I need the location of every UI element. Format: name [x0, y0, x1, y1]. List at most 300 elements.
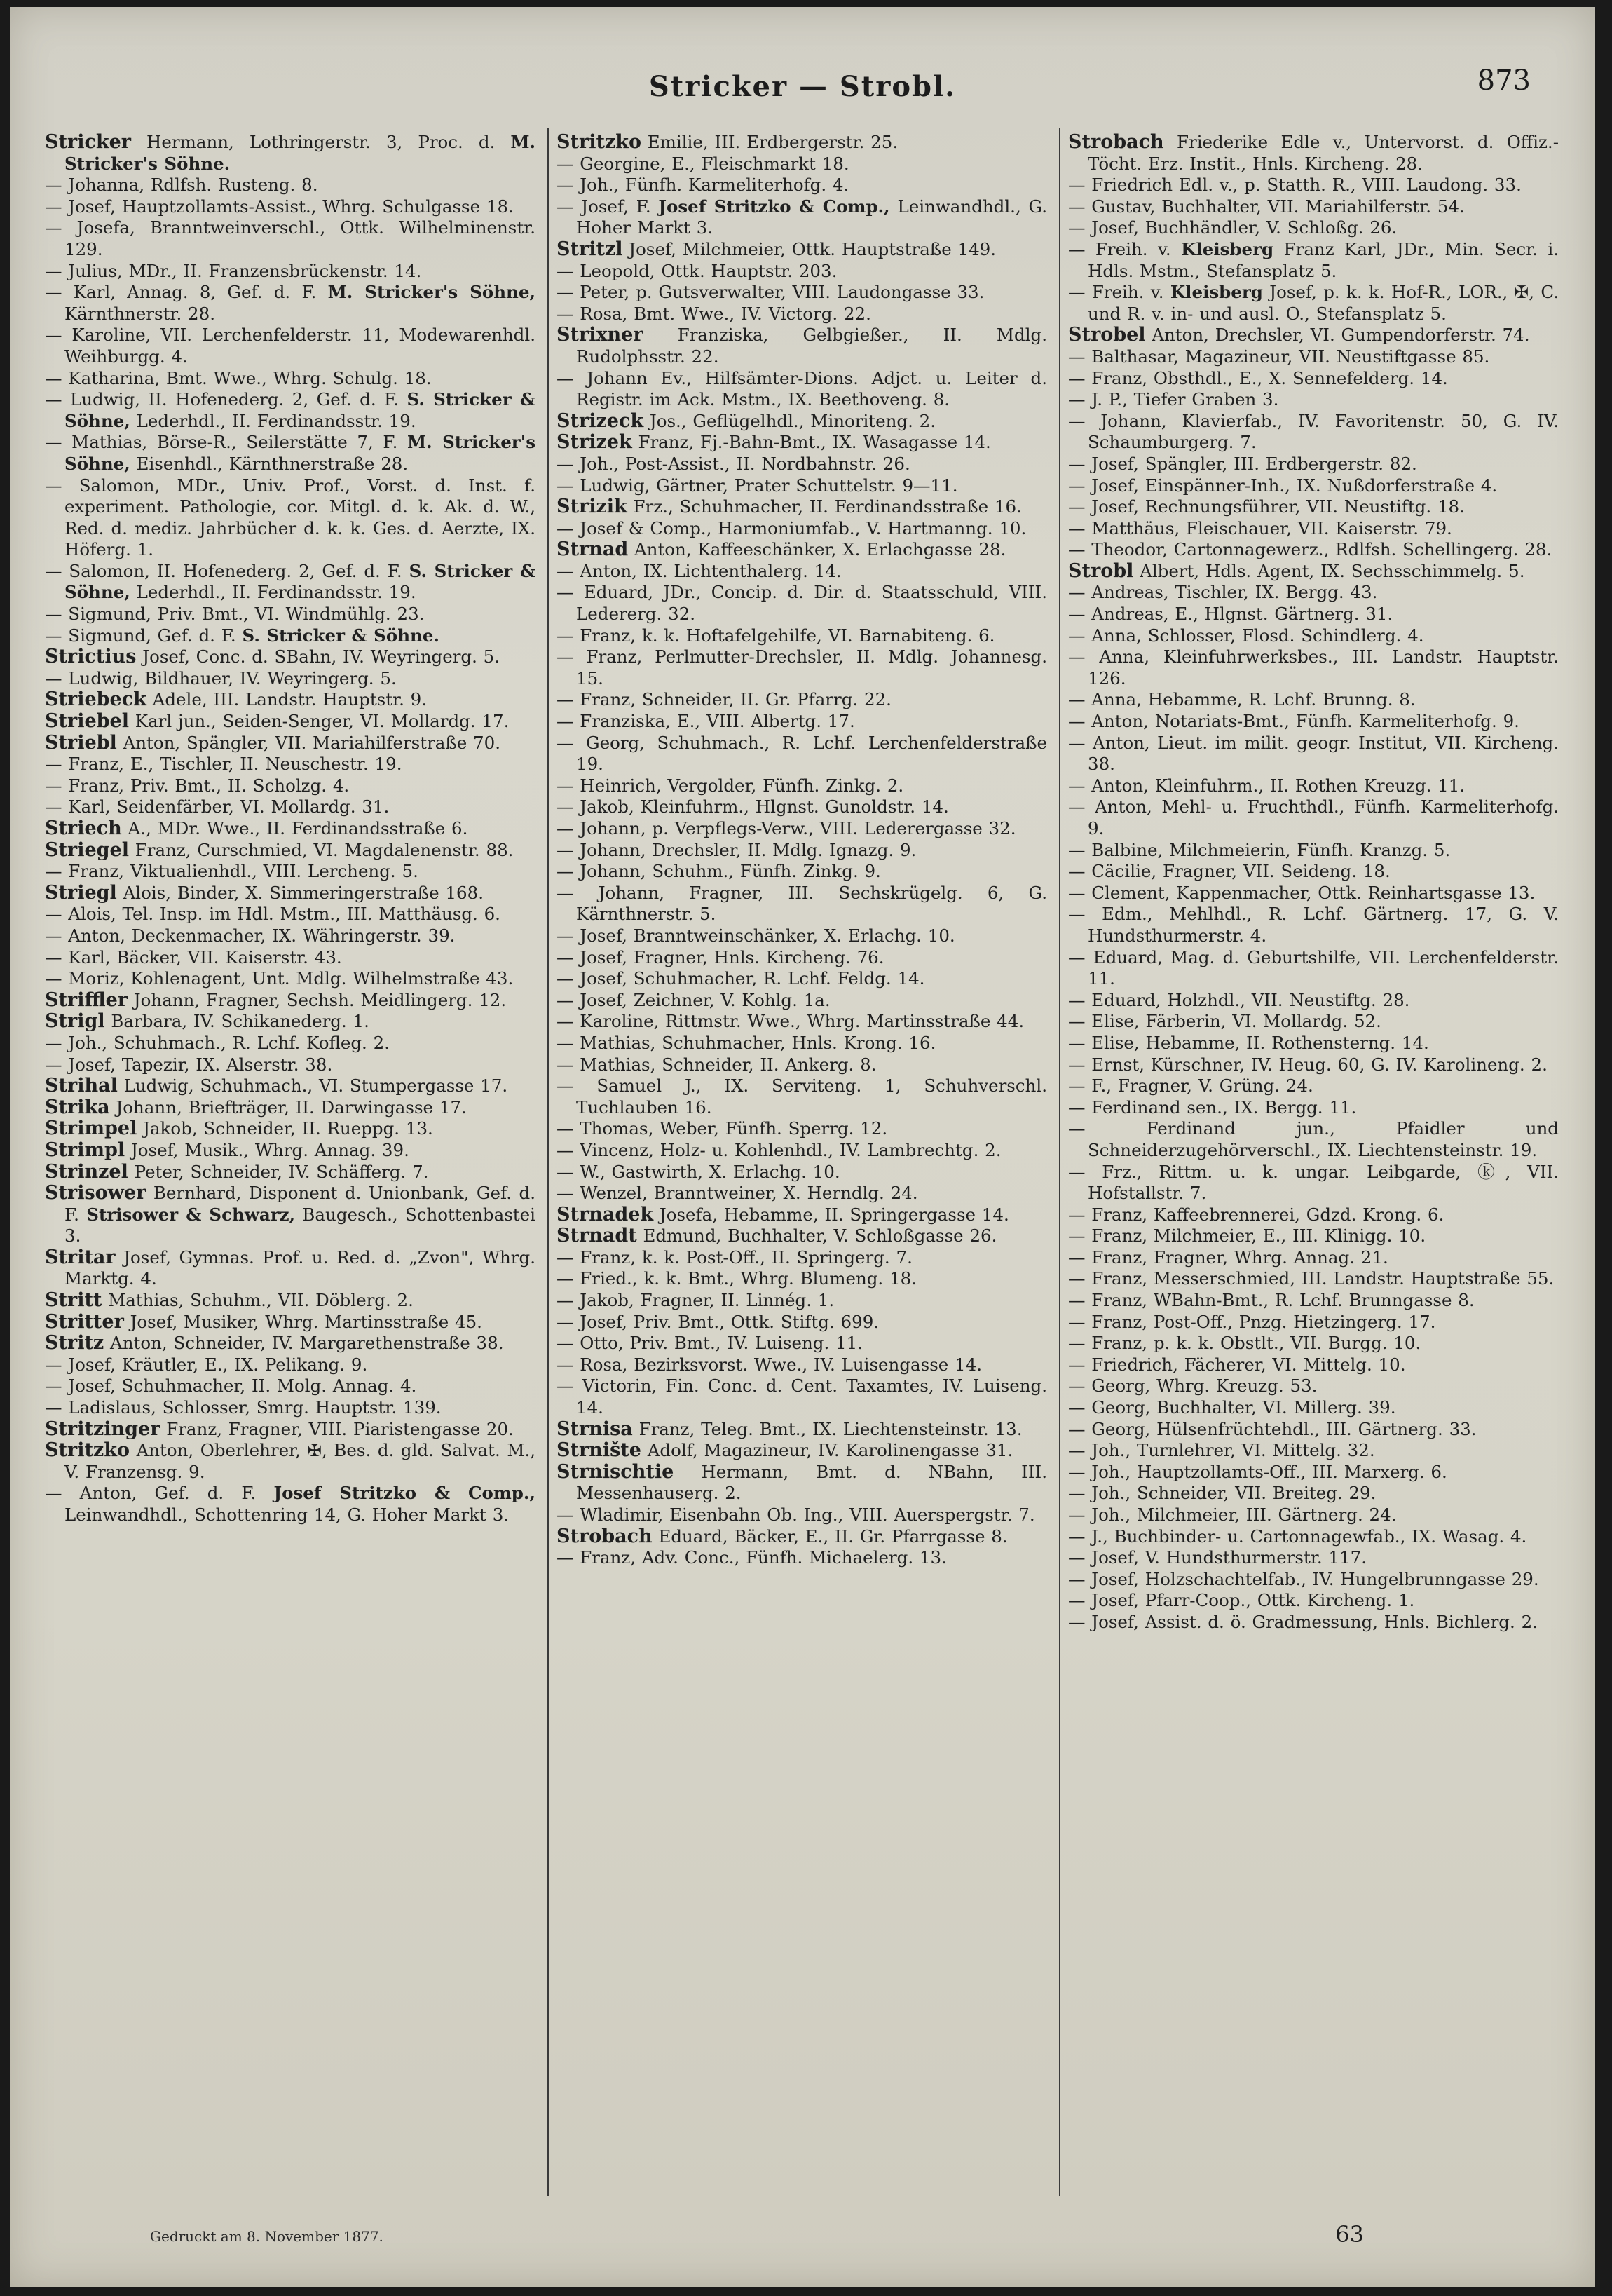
entry-text: — Jakob, Fragner, II. Linnég. 1.: [556, 1290, 835, 1311]
entry-text: — Josef, Buchhändler, V. Schloßg. 26.: [1068, 217, 1398, 238]
directory-entry: [1068, 1054, 1559, 1076]
directory-entry: [556, 261, 1047, 283]
directory-entry: [45, 1075, 535, 1097]
directory-entry: [45, 1397, 535, 1419]
directory-entry: [45, 925, 535, 947]
directory-entry: [45, 1354, 535, 1376]
directory-entry: [1068, 132, 1559, 175]
entry-text: — Andreas, E., Hlgnst. Gärtnerg. 31.: [1068, 604, 1393, 625]
entry-text: — Franz, Kaffeebrennerei, Gdzd. Krong. 6.: [1068, 1204, 1444, 1225]
directory-entry: [45, 475, 535, 561]
entry-text: — Georgine, E., Fleischmarkt 18.: [556, 153, 849, 174]
directory-entry: [556, 154, 1047, 175]
entry-surname: Strizik: [556, 496, 627, 518]
directory-entry: [556, 411, 1047, 433]
directory-entry: [556, 1075, 1047, 1118]
directory-entry: [45, 796, 535, 818]
entry-text: — Joh., Fünfh. Karmeliterhofg. 4.: [556, 175, 849, 196]
entry-surname: Stritzko: [45, 1439, 130, 1462]
directory-entry: [556, 861, 1047, 883]
directory-entry: [1068, 1547, 1559, 1569]
entry-text: — W., Gastwirth, X. Erlachg. 10.: [556, 1161, 840, 1182]
entry-text: Mathias, Schuhm., VII. Döblerg. 2.: [102, 1290, 414, 1311]
entry-text: Emilie, III. Erdbergerstr. 25.: [641, 132, 899, 152]
entry-text-continued: Lederhdl., II. Ferdinandsstr. 19.: [130, 582, 416, 603]
entry-text: — Anton, Deckenmacher, IX. Währingerstr. 39.: [45, 925, 456, 946]
entry-text: — Otto, Priv. Bmt., IV. Luiseng. 11.: [556, 1333, 863, 1354]
directory-entry: [45, 711, 535, 733]
directory-column-1: [45, 132, 535, 2193]
entry-text: — Georg, Whrg. Kreuzg. 53.: [1068, 1375, 1318, 1397]
directory-entry: [556, 968, 1047, 990]
entry-surname: Strobach: [556, 1525, 653, 1547]
entry-text: — Josef, Branntweinschänker, X. Erlachg. 10.: [556, 925, 955, 946]
entry-text: — Franz, E., Tischler, II. Neuschestr. 19.: [45, 754, 402, 775]
directory-entry: [1068, 561, 1559, 583]
directory-entry: [556, 1504, 1047, 1526]
entry-text: — Ferdinand jun., Pfaidler und Schneiderzugehörverschl., IX. Liechtensteinstr. 19.: [1068, 1118, 1559, 1160]
entry-text: A., MDr. Wwe., II. Ferdinandsstraße 6.: [121, 818, 468, 838]
entry-text: — Georg, Buchhalter, VI. Millerg. 39.: [1068, 1397, 1396, 1418]
directory-entry: [556, 1375, 1047, 1418]
entry-text: — F., Fragner, V. Grüng. 24.: [1068, 1075, 1313, 1096]
entry-text: — Franz, k. k. Post-Off., II. Springerg. 7.: [556, 1247, 913, 1268]
directory-entry: [556, 646, 1047, 689]
running-title: Stricker — Strobl.: [648, 70, 957, 103]
entry-text: — Anton, Gef. d. F.: [45, 1483, 274, 1504]
entry-text: — Frz., Rittm. u. k. ungar. Leibgarde, ⓚ, VII. Hofstallstr. 7.: [1068, 1161, 1559, 1204]
entry-text: — Franz, Perlmutter-Drechsler, II. Mdlg. Johannesg. 15.: [556, 646, 1047, 688]
entry-surname: Strnadek: [556, 1203, 654, 1225]
directory-entry: [1068, 389, 1559, 411]
entry-text: — Mathias, Schneider, II. Ankerg. 8.: [556, 1054, 877, 1075]
entry-text: — Freih. v.: [1068, 282, 1170, 303]
entry-text: Franz, Curschmied, VI. Magdalenenstr. 88.: [128, 839, 514, 860]
directory-entry: [45, 775, 535, 797]
entry-text: — Josef, F.: [556, 196, 659, 217]
entry-text: — Franz, p. k. k. Obstlt., VII. Burgg. 10.: [1068, 1333, 1421, 1354]
directory-entry: [1068, 475, 1559, 497]
directory-entry: [1068, 175, 1559, 196]
entry-text: — Mathias, Schuhmacher, Hnls. Krong. 16.: [556, 1032, 936, 1053]
directory-entry: [45, 840, 535, 862]
entry-text: — Franz, Messerschmied, III. Landstr. Hauptstraße 55.: [1068, 1268, 1555, 1289]
directory-entry: [1068, 1162, 1559, 1204]
entry-text: — Theodor, Cartonnagewerz., Rdlfsh. Schellingerg. 28.: [1068, 539, 1552, 560]
entry-text: — Elise, Hebamme, II. Rothensterng. 14.: [1068, 1032, 1429, 1053]
directory-entry: [556, 582, 1047, 625]
directory-entry: [45, 1419, 535, 1441]
directory-entry: [1068, 582, 1559, 604]
entry-text: — Johann Ev., Hilfsämter-Dions. Adjct. u. Leiter d. Registr. im Ack. Mstm., IX. Beethoveng. 8.: [556, 367, 1047, 410]
entry-text: Franz, Fj.-Bahn-Bmt., IX. Wasagasse 14.: [631, 432, 991, 453]
entry-text: Josef, Conc. d. SBahn, IV. Weyringerg. 5.: [136, 646, 500, 667]
directory-entry: [556, 1312, 1047, 1333]
directory-entry: [556, 775, 1047, 797]
directory-entry: [1068, 861, 1559, 883]
entry-text: — Franz, Post-Off., Pnzg. Hietzingerg. 17.: [1068, 1311, 1436, 1332]
entry-text: Franz, Fragner, VIII. Piaristengasse 20.: [160, 1418, 514, 1439]
entry-surname: Strizek: [556, 431, 632, 454]
entry-firm-name: Strisower & Schwarz,: [86, 1204, 296, 1225]
entry-firm-name: M. Stricker's Söhne.: [64, 132, 535, 174]
directory-entry: [45, 668, 535, 690]
entry-text: — Johann, p. Verpflegs-Verw., VIII. Lederergasse 32.: [556, 818, 1016, 838]
directory-entry: [1068, 840, 1559, 862]
entry-text: — Josef & Comp., Harmoniumfab., V. Hartmanng. 10.: [556, 517, 1027, 538]
directory-entry: [1068, 539, 1559, 561]
directory-entry: [556, 432, 1047, 454]
entry-text: Anton, Spängler, VII. Mariahilferstraße 70.: [116, 732, 501, 753]
directory-column-2: [556, 132, 1047, 2193]
directory-entry: [1068, 1204, 1559, 1226]
entry-surname: Striebl: [45, 731, 117, 754]
entry-text: — Edm., Mehlhdl., R. Lchf. Gärtnerg. 17, G. V. Hundsthurmerstr. 4.: [1068, 904, 1559, 946]
entry-text: — Josef, Schuhmacher, R. Lchf. Feldg. 14.: [556, 968, 925, 989]
directory-entry: [45, 1183, 535, 1247]
entry-text: — Franz, Obsthdl., E., X. Sennefelderg. 14.: [1068, 367, 1448, 388]
directory-entry: [45, 196, 535, 218]
directory-entry: [45, 947, 535, 969]
entry-surname: Striegl: [45, 881, 117, 904]
entry-text: Hermann, Bmt. d. NBahn, III. Messenhauserg. 2.: [576, 1461, 1047, 1504]
directory-entry: [556, 239, 1047, 261]
entry-text: — Alois, Tel. Insp. im Hdl. Mstm., III. Matthäusg. 6.: [45, 904, 500, 925]
directory-entry: [1068, 1097, 1559, 1119]
entry-text: Anton, Oberlehrer, ✠, Bes. d. gld. Salvat. M., V. Franzensg. 9.: [64, 1440, 535, 1482]
print-date-note: Gedruckt am 8. November 1877.: [150, 2228, 383, 2245]
entry-text: — Freih. v.: [1068, 238, 1182, 259]
directory-entry: [1068, 711, 1559, 733]
entry-text: Josef, Gymnas. Prof. u. Red. d. „Zvon", Whrg. Marktg. 4.: [64, 1247, 535, 1289]
entry-text: Adolf, Magazineur, IV. Karolinengasse 31.: [641, 1440, 1013, 1461]
entry-text: — Ludwig, Gärtner, Prater Schuttelstr. 9—11.: [556, 475, 958, 496]
directory-entry: [1068, 454, 1559, 475]
directory-entry: [556, 454, 1047, 475]
directory-entry: [1068, 1526, 1559, 1548]
entry-surname: Stritz: [45, 1332, 104, 1354]
directory-entry: [556, 1183, 1047, 1204]
entry-text: Anton, Schneider, IV. Margarethenstraße 38.: [104, 1333, 504, 1354]
directory-entry: [1068, 282, 1559, 325]
entry-text: — Johann, Fragner, III. Sechskrügelg. 6, G. Kärnthnerstr. 5.: [556, 882, 1047, 925]
directory-entry: [556, 796, 1047, 818]
directory-entry: [556, 539, 1047, 561]
directory-entry: [45, 1333, 535, 1354]
entry-text: — Georg, Hülsenfrüchtehdl., III. Gärtnerg. 33.: [1068, 1418, 1477, 1439]
directory-entry: [556, 368, 1047, 411]
directory-entry: [45, 733, 535, 754]
directory-entry: [45, 625, 535, 647]
entry-text: Anton, Drechsler, VI. Gumpendorferstr. 74.: [1145, 325, 1530, 346]
directory-entry: [1068, 1483, 1559, 1504]
entry-text: — Josef, Hauptzollamts-Assist., Whrg. Schulgasse 18.: [45, 196, 514, 217]
directory-entry: [1068, 1247, 1559, 1269]
entry-text: — Samuel J., IX. Serviteng. 1, Schuhverschl. Tuchlauben 16.: [556, 1075, 1047, 1118]
directory-entry: [556, 496, 1047, 518]
directory-entry: [556, 1333, 1047, 1354]
entry-firm-name: S. Stricker & Söhne.: [242, 625, 439, 646]
directory-entry: [556, 1354, 1047, 1376]
directory-entry: [556, 1162, 1047, 1183]
entry-text: — Balbine, Milchmeierin, Fünfh. Kranzg. 5.: [1068, 839, 1451, 860]
directory-entry: [1068, 1590, 1559, 1612]
directory-entry: [45, 818, 535, 840]
directory-entry: [556, 689, 1047, 711]
entry-surname: Strimpl: [45, 1139, 125, 1161]
directory-entry: [45, 1118, 535, 1140]
entry-text: — Leopold, Ottk. Hauptstr. 203.: [556, 260, 838, 281]
entry-text: — Josefa, Branntweinverschl., Ottk. Wilhelminenstr. 129.: [45, 217, 535, 259]
entry-surname: Strika: [45, 1096, 110, 1118]
entry-text: — Johann, Drechsler, II. Mdlg. Ignazg. 9.: [556, 839, 917, 860]
directory-entry: [556, 304, 1047, 325]
entry-text: — Moriz, Kohlenagent, Unt. Mdlg. Wilhelmstraße 43.: [45, 968, 514, 989]
entry-text: Albert, Hdls. Agent, IX. Sechsschimmelg. 5.: [1133, 560, 1525, 581]
directory-entry: [556, 1247, 1047, 1269]
entry-text: — Joh., Turnlehrer, VI. Mittelg. 32.: [1068, 1440, 1375, 1461]
directory-entry: [45, 646, 535, 668]
entry-text: — Josef, Priv. Bmt., Ottk. Stiftg. 699.: [556, 1311, 880, 1332]
directory-entry: [556, 1290, 1047, 1312]
entry-text: — Karoline, Rittmstr. Wwe., Whrg. Martinsstraße 44.: [556, 1011, 1025, 1032]
entry-surname: Striebeck: [45, 688, 146, 711]
entry-text: — Ladislaus, Schlosser, Smrg. Hauptstr. 139.: [45, 1397, 442, 1418]
entry-text: — Vincenz, Holz- u. Kohlenhdl., IV. Lambrechtg. 2.: [556, 1139, 1002, 1160]
page-header: [10, 57, 1595, 114]
entry-text: — J. P., Tiefer Graben 3.: [1068, 389, 1279, 410]
entry-text: — Balthasar, Magazineur, VII. Neustiftgasse 85.: [1068, 346, 1490, 367]
entry-surname: Striegel: [45, 838, 129, 861]
directory-entry: [45, 754, 535, 775]
directory-entry: [1068, 1225, 1559, 1247]
directory-entry: [1068, 411, 1559, 454]
entry-text: — Josef, Tapezir, IX. Alserstr. 38.: [45, 1054, 333, 1075]
directory-entry: [1068, 990, 1559, 1012]
entry-text: — Anton, Lieut. im milit. geogr. Institut, VII. Kircheng. 38.: [1068, 732, 1559, 775]
entry-text: — Katharina, Bmt. Wwe., Whrg. Schulg. 18.: [45, 367, 432, 388]
directory-entry: [1068, 1268, 1559, 1290]
entry-surname: Stritzinger: [45, 1418, 160, 1440]
entry-text-continued: Franz Karl, JDr., Min. Secr. i. Hdls. Mstm., Stefansplatz 5.: [1088, 238, 1559, 281]
directory-entry: [1068, 196, 1559, 218]
directory-entry: [45, 1247, 535, 1290]
entry-firm-name: S. Stricker & Söhne,: [64, 389, 535, 431]
entry-text: Josef, Musiker, Whrg. Martinsstraße 45.: [123, 1311, 482, 1332]
directory-entry: [45, 1054, 535, 1076]
entry-text: — Eduard, JDr., Concip. d. Dir. d. Staatsschuld, VIII. Ledererg. 32.: [556, 582, 1047, 625]
entry-text: Edmund, Buchhalter, V. Schloßgasse 26.: [636, 1225, 997, 1247]
directory-entry: [1068, 1033, 1559, 1054]
entry-text: — Johann, Klavierfab., IV. Favoritenstr. 50, G. IV. Schaumburgerg. 7.: [1068, 410, 1559, 453]
entry-text: — Georg, Schuhmach., R. Lchf. Lerchenfelderstraße 19.: [556, 732, 1047, 775]
directory-entry: [1068, 1354, 1559, 1376]
entry-text: — Josef, Assist. d. ö. Gradmessung, Hnls. Bichlerg. 2.: [1068, 1611, 1538, 1632]
entry-surname: Strihal: [45, 1075, 118, 1097]
entry-firm-name: Josef Stritzko & Comp.,: [273, 1483, 535, 1504]
entry-text-continued: Leinwandhdl., Schottenring 14, G. Hoher Markt 3.: [64, 1504, 510, 1525]
entry-surname: Strigl: [45, 1010, 105, 1033]
entry-text: Peter, Schneider, IV. Schäfferg. 7.: [128, 1161, 429, 1182]
entry-text: — Peter, p. Gutsverwalter, VIII. Laudongasse 33.: [556, 282, 985, 303]
entry-text: — Wenzel, Branntweiner, X. Herndlg. 24.: [556, 1183, 918, 1204]
entry-text: Frz., Schuhmacher, II. Ferdinandsstraße 16.: [627, 496, 1022, 517]
entry-firm-name: M. Stricker's Söhne,: [327, 282, 535, 303]
directory-entry: [1068, 1440, 1559, 1462]
entry-surname: Stritzko: [556, 132, 641, 153]
entry-text: — Joh., Schneider, VII. Breiteg. 29.: [1068, 1483, 1377, 1504]
directory-entry: [45, 132, 535, 175]
directory-entry: [556, 1225, 1047, 1247]
entry-text: — Rosa, Bezirksvorst. Wwe., IV. Luisengasse 14.: [556, 1354, 983, 1375]
directory-entry: [1068, 518, 1559, 540]
directory-entry: [45, 389, 535, 432]
entry-firm-name: Kleisberg: [1170, 282, 1263, 303]
entry-text: — Salomon, MDr., Univ. Prof., Vorst. d. Inst. f. experiment. Pathologie, cor. Mitgl. d. k. Ak. d. W., Red. d. mediz. Jahrbücher d. k. k. Ges. d. Aerzte, IX. Höferg. 1.: [45, 475, 535, 560]
entry-text: — Josef, Pfarr-Coop., Ottk. Kircheng. 1.: [1068, 1590, 1415, 1611]
directory-entry: [45, 1097, 535, 1119]
entry-text: — Anton, Mehl- u. Fruchthdl., Fünfh. Karmeliterhofg. 9.: [1068, 796, 1559, 838]
directory-entry: [45, 1290, 535, 1312]
entry-text: — Franz, Viktualienhdl., VIII. Lercheng. 5.: [45, 861, 418, 882]
entry-surname: Stritter: [45, 1310, 124, 1333]
entry-text: — Ernst, Kürschner, IV. Heug. 60, G. IV. Karolineng. 2.: [1068, 1054, 1548, 1075]
directory-entry: [1068, 733, 1559, 775]
entry-text: — Josef, Einspänner-Inh., IX. Nußdorferstraße 4.: [1068, 475, 1498, 496]
entry-surname: Strictius: [45, 646, 137, 668]
directory-entry: [556, 1440, 1047, 1462]
directory-entry: [556, 1462, 1047, 1504]
entry-text: — Ludwig, Bildhauer, IV. Weyringerg. 5.: [45, 667, 397, 688]
entry-surname: Strnište: [556, 1439, 641, 1462]
directory-entry: [1068, 1419, 1559, 1441]
entry-text: Karl jun., Seiden-Senger, VI. Mollardg. 17.: [128, 711, 510, 732]
directory-entry: [45, 904, 535, 925]
directory-entry: [1068, 1397, 1559, 1419]
directory-entry: [556, 1419, 1047, 1441]
entry-text: Bernhard, Disponent d. Unionbank, Gef. d. F.: [64, 1183, 535, 1225]
directory-entry: [45, 1033, 535, 1054]
directory-entry: [45, 261, 535, 283]
entry-text: Johann, Fragner, Sechsh. Meidlingerg. 12.: [128, 989, 507, 1010]
entry-text: Jos., Geflügelhdl., Minoriteng. 2.: [643, 410, 936, 431]
entry-surname: Striech: [45, 817, 122, 839]
directory-page: [10, 7, 1595, 2287]
directory-entry: [45, 217, 535, 260]
directory-entry: [1068, 1333, 1559, 1354]
directory-entry: [1068, 796, 1559, 839]
entry-surname: Strobl: [1068, 559, 1134, 582]
directory-column-3: [1068, 132, 1559, 2193]
entry-text: — Josef, Fragner, Hnls. Kircheng. 76.: [556, 946, 884, 967]
entry-text: — Josef, Kräutler, E., IX. Pelikang. 9.: [45, 1354, 368, 1375]
directory-entry: [556, 883, 1047, 925]
directory-entry: [45, 968, 535, 990]
entry-text: Adele, III. Landstr. Hauptstr. 9.: [146, 689, 428, 710]
entry-text: — Fried., k. k. Bmt., Whrg. Blumeng. 18.: [556, 1268, 917, 1289]
entry-firm-name: Josef Stritzko & Comp.,: [658, 196, 890, 217]
entry-surname: Strnad: [556, 538, 629, 561]
entry-surname: Strobel: [1068, 324, 1146, 346]
entry-text-continued: Kärnthnerstr. 28.: [64, 303, 215, 324]
directory-entry: [45, 282, 535, 325]
directory-entry: [556, 518, 1047, 540]
directory-entry: [1068, 1290, 1559, 1312]
directory-entry: [556, 1118, 1047, 1140]
directory-entry: [45, 175, 535, 196]
entry-text: — Ferdinand sen., IX. Bergg. 11.: [1068, 1096, 1357, 1118]
directory-entry: [1068, 1569, 1559, 1591]
directory-entry: [1068, 368, 1559, 390]
entry-firm-name: Kleisberg: [1181, 238, 1274, 259]
directory-entry: [45, 861, 535, 883]
entry-surname: Strnadt: [556, 1225, 637, 1247]
directory-entry: [1068, 217, 1559, 239]
directory-entry: [1068, 947, 1559, 990]
directory-entry: [1068, 239, 1559, 282]
entry-text: — J., Buchbinder- u. Cartonnagewfab., IX. Wasag. 4.: [1068, 1526, 1527, 1547]
directory-entry: [45, 1375, 535, 1397]
entry-text: — Franz, Schneider, II. Gr. Pfarrg. 22.: [556, 689, 892, 710]
directory-entry: [1068, 625, 1559, 647]
entry-text: Franziska, Gelbgießer., II. Mdlg. Rudolphsstr. 22.: [576, 325, 1047, 367]
entry-text: Josefa, Hebamme, II. Springergasse 14.: [653, 1204, 1009, 1225]
entry-text-continued: Leinwandhdl., G. Hoher Markt 3.: [576, 196, 1047, 238]
directory-entry: [1068, 346, 1559, 368]
entry-surname: Striebel: [45, 710, 129, 733]
entry-text: Friederike Edle v., Untervorst. d. Offiz.-Töcht. Erz. Instit., Hnls. Kircheng. 28.: [1088, 132, 1559, 174]
entry-text-continued: Baugesch., Schottenbastei 3.: [64, 1204, 535, 1247]
entry-text: — Franziska, E., VIII. Albertg. 17.: [556, 711, 855, 732]
entry-text: — Franz, WBahn-Bmt., R. Lchf. Brunngasse 8.: [1068, 1290, 1475, 1311]
entry-text: — Eduard, Holzhdl., VII. Neustiftg. 28.: [1068, 989, 1410, 1010]
directory-entry: [556, 282, 1047, 304]
directory-entry: [1068, 883, 1559, 904]
page-number: 873: [1477, 64, 1531, 97]
directory-columns: [45, 132, 1562, 2193]
entry-text: — Franz, Priv. Bmt., II. Scholzg. 4.: [45, 775, 350, 796]
entry-text-continued: Lederhdl., II. Ferdinandsstr. 19.: [130, 410, 416, 431]
column-divider: [1059, 128, 1060, 2196]
entry-text: — Franz, k. k. Hoftafelgehilfe, VI. Barnabiteng. 6.: [556, 625, 995, 646]
entry-text: Josef, Milchmeier, Ottk. Hauptstraße 149.: [622, 238, 997, 259]
entry-text: — Clement, Kappenmacher, Ottk. Reinhartsgasse 13.: [1068, 882, 1536, 903]
entry-surname: Strinzel: [45, 1160, 128, 1183]
directory-entry: [45, 325, 535, 367]
directory-entry: [556, 132, 1047, 154]
entry-text: — Josef, V. Hundsthurmerstr. 117.: [1068, 1547, 1367, 1568]
entry-text: — Josef, Rechnungsführer, VII. Neustiftg. 18.: [1068, 496, 1465, 517]
directory-entry: [556, 1011, 1047, 1033]
entry-text: — Elise, Färberin, VI. Mollardg. 52.: [1068, 1011, 1381, 1032]
entry-firm-name: S. Stricker & Söhne,: [64, 560, 535, 603]
column-divider: [547, 128, 549, 2196]
entry-text: — Thomas, Weber, Fünfh. Sperrg. 12.: [556, 1118, 888, 1139]
directory-entry: [556, 990, 1047, 1012]
directory-entry: [1068, 775, 1559, 797]
directory-entry: [1068, 1375, 1559, 1397]
directory-entry: [45, 1312, 535, 1333]
entry-text: — Josef, Spängler, III. Erdbergerstr. 82.: [1068, 453, 1417, 474]
entry-text: — Anton, IX. Lichtenthalerg. 14.: [556, 560, 842, 581]
entry-text: Barbara, IV. Schikanederg. 1.: [104, 1011, 369, 1032]
sheet-signature: 63: [1335, 2221, 1364, 2248]
directory-entry: [556, 733, 1047, 775]
entry-text: Alois, Binder, X. Simmeringerstraße 168.: [116, 882, 484, 903]
entry-text: Jakob, Schneider, II. Rueppg. 13.: [137, 1118, 433, 1139]
directory-entry: [45, 1440, 535, 1483]
directory-entry: [1068, 1312, 1559, 1333]
